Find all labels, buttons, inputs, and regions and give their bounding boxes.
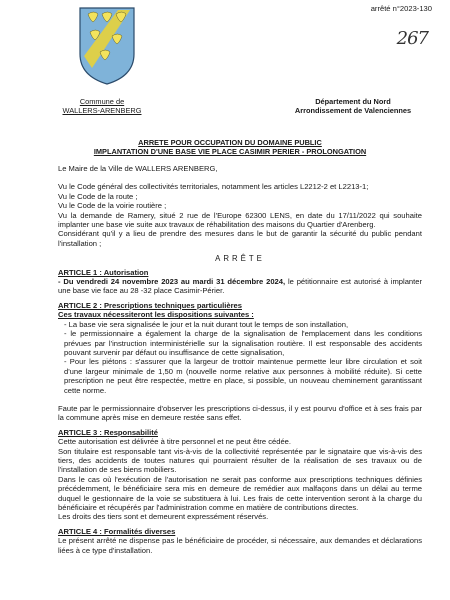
article-2-item: - La base vie sera signalisée le jour et la nuit durant tout le temps de son installation, [64, 319, 349, 329]
considerant: Considérant qu'il y a lieu de prendre des mesures dans le but de garantir la sécurité du public pendant l'installation ; [58, 229, 422, 248]
title-line-2: IMPLANTATION D'UNE BASE VIE PLACE CASIMIR PERIER - PROLONGATION [93, 146, 367, 156]
article-2-item: - le permissionnaire a également la charge de la signalisation de l'emplacement dans les conditions prévues par l'instruction interministérielle sur la signalisation routière. Il est responsable des accidents pouvant survenir par défaut ou insuffisance de cette signalisation, [64, 329, 422, 357]
document-body [58, 164, 422, 555]
article-3-p2: Son titulaire est responsable tant vis-à-vis de la collectivité représentée par le signataire que vis-à-vis des tiers, des accidents de toutes natures qui pourraient résulter de la réalisation de ses travaux ou de l'installation de ses biens mobiliers. [58, 446, 422, 475]
department-block [278, 97, 428, 115]
vu-code-voirie: Vu le Code de la voirie routière ; [58, 201, 167, 211]
arrete-heading: ARRÊTE [215, 254, 265, 264]
article-4-p1: Le présent arrêté ne dispense pas le bénéficiaire de procéder, si nécessaire, aux demandes et déclarations liées à ce type d'installation. [58, 536, 422, 555]
handwritten-number: 267 [396, 28, 428, 49]
article-2-item: - Pour les piétons : s'assurer que la largeur de trottoir maintenue permette leur libre circulation et soit d'une largeur minimale de 1,50 m (nouvelle norme relative aux personnes à mobilité réduite). Si cette prescription ne peut être respectée, mettre en place, si possible, un nouveau cheminement garantissant cette norme. [64, 357, 422, 395]
article-1-heading: ARTICLE 1 : Autorisation [58, 267, 149, 277]
article-1-dates: - Du vendredi 24 novembre 2023 au mardi 31 décembre 2024, [58, 277, 286, 287]
maire-line: Le Maire de la Ville de WALLERS ARENBERG, [58, 164, 218, 173]
article-1-rest: le pétitionnaire est autorisé à implanter une base vie face au 28 -32 place Casimir-Périer. [58, 277, 422, 296]
commune-block [42, 97, 162, 115]
commune-label: Commune de [79, 97, 125, 106]
commune-name: WALLERS-ARENBERG [62, 106, 142, 115]
article-3-p3: Dans le cas où l'exécution de l'autorisation ne serait pas conforme aux prescriptions techniques définies précédemment, le bénéficiaire sera mis en demeure de remédier aux malfaçons dans un délai au terme duquel le gestionnaire de la voie se substituera à lui. Les frais de cette intervention seront à la charge du bénéficiaire et récupérés par l'administration comme en matière de contributions directes. [58, 474, 422, 512]
article-2-closing: Faute par le permissionnaire d'observer les prescriptions ci-dessus, il y est pourvu d'office et à ses frais par la commune après mise en demeure restée sans effet. [58, 403, 422, 423]
title-line-1: ARRETE POUR OCCUPATION DU DOMAINE PUBLIC [138, 138, 322, 147]
article-4-heading: ARTICLE 4 : Formalités diverses [58, 526, 176, 536]
arrondissement-name: Arrondissement de Valenciennes [294, 106, 412, 115]
article-2-subheading: Ces travaux nécessiteront les dispositions suivantes : [58, 310, 254, 320]
article-1-text [58, 277, 422, 296]
article-3-p1: Cette autorisation est délivrée à titre personnel et ne peut être cédée. [58, 437, 292, 447]
coat-of-arms-icon [78, 6, 136, 86]
document-title [40, 139, 420, 156]
vu-cgct: Vu le Code général des collectivités territoriales, notamment les articles L2212-2 et L2213-1; [58, 182, 369, 192]
vu-demande: Vu la demande de Ramery, situé 2 rue de l'Europe 62300 LENS, en date du 17/11/2022 qui souhaite implanter une base vie suite aux travaux de réhabilitation des maisons du Quartier d'Arenberg. [58, 210, 422, 230]
article-3-p4: Les droits des tiers sont et demeurent expressément réservés. [58, 512, 269, 522]
arrete-number: arrêté n°2023-130 [370, 4, 432, 13]
article-2-heading: ARTICLE 2 : Prescriptions techniques particulières [58, 300, 242, 310]
article-3-heading: ARTICLE 3 : Responsabilité [58, 427, 158, 437]
vu-code-route: Vu le Code de la route ; [58, 191, 138, 201]
department-name: Département du Nord [315, 97, 391, 106]
